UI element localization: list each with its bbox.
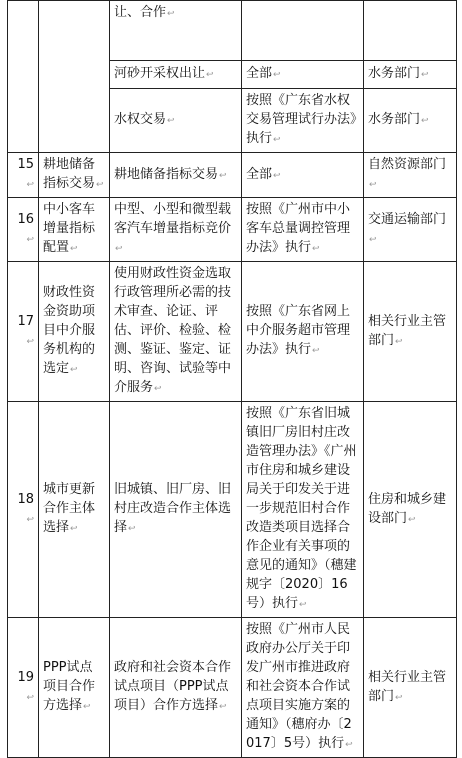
sub-item: 让、合作↩ [110, 1, 242, 61]
department: 自然资源部门↩ [364, 153, 457, 198]
table-row [8, 402, 457, 618]
scope: 按照《广东省旧城镇旧厂房旧村庄改造管理办法》《广州市住房和城乡建设局关于印发关于进一步规范旧村合作改造类项目选择合作企业有关事项的意见的通知》（穗建规字〔2020〕16号）执行↩ [242, 402, 364, 618]
item-name: 中小客车增量指标配置↩ [39, 198, 110, 262]
row-number: 19↩ [8, 618, 39, 758]
row-number: 17↩ [8, 262, 39, 402]
sub-item: 旧城镇、旧厂房、旧村庄改造合作主体选择↩ [110, 402, 242, 618]
table-row [8, 1, 457, 61]
row-number: 15↩ [8, 153, 39, 198]
table-row [8, 153, 457, 198]
scope: 按照《广州市中小客车总量调控管理办法》执行↩ [242, 198, 364, 262]
sub-item: 水权交易↩ [110, 89, 242, 153]
item-name: 财政性资金资助项目中介服务机构的选定↩ [39, 262, 110, 402]
row-number: 18↩ [8, 402, 39, 618]
item-name: PPP试点项目合作方选择↩ [39, 618, 110, 758]
row-number [8, 1, 39, 153]
item-name: 城市更新合作主体选择↩ [39, 402, 110, 618]
sub-item: 耕地储备指标交易↩ [110, 153, 242, 198]
scope: 按照《广东省网上中介服务超市管理办法》执行↩ [242, 262, 364, 402]
table-row [8, 198, 457, 262]
department: 相关行业主管部门↩ [364, 618, 457, 758]
scope: 全部↩ [242, 61, 364, 89]
item-name: 耕地储备指标交易↩ [39, 153, 110, 198]
row-number: 16↩ [8, 198, 39, 262]
items-table [7, 0, 457, 758]
department: 交通运输部门↩ [364, 198, 457, 262]
scope: 按照《广东省水权交易管理试行办法》执行↩ [242, 89, 364, 153]
table-row [8, 618, 457, 758]
sub-item: 政府和社会资本合作试点项目（PPP试点项目）合作方选择↩ [110, 618, 242, 758]
department: 相关行业主管部门↩ [364, 262, 457, 402]
scope: 按照《广州市人民政府办公厅关于印发广州市推进政府和社会资本合作试点项目实施方案的通知》（穗府办〔2017〕5号）执行↩ [242, 618, 364, 758]
item-name [39, 1, 110, 153]
department: 水务部门↩ [364, 61, 457, 89]
department: 水务部门↩ [364, 89, 457, 153]
scope: 全部↩ [242, 153, 364, 198]
department [364, 1, 457, 61]
department: 住房和城乡建设部门↩ [364, 402, 457, 618]
table-row [8, 262, 457, 402]
sub-item: 使用财政性资金选取行政管理所必需的技术审查、论证、评估、评价、检验、检测、鉴证、鉴定、证明、咨询、试验等中介服务↩ [110, 262, 242, 402]
sub-item: 中型、小型和微型载客汽车增量指标竞价↩ [110, 198, 242, 262]
scope [242, 1, 364, 61]
sub-item: 河砂开采权出让↩ [110, 61, 242, 89]
